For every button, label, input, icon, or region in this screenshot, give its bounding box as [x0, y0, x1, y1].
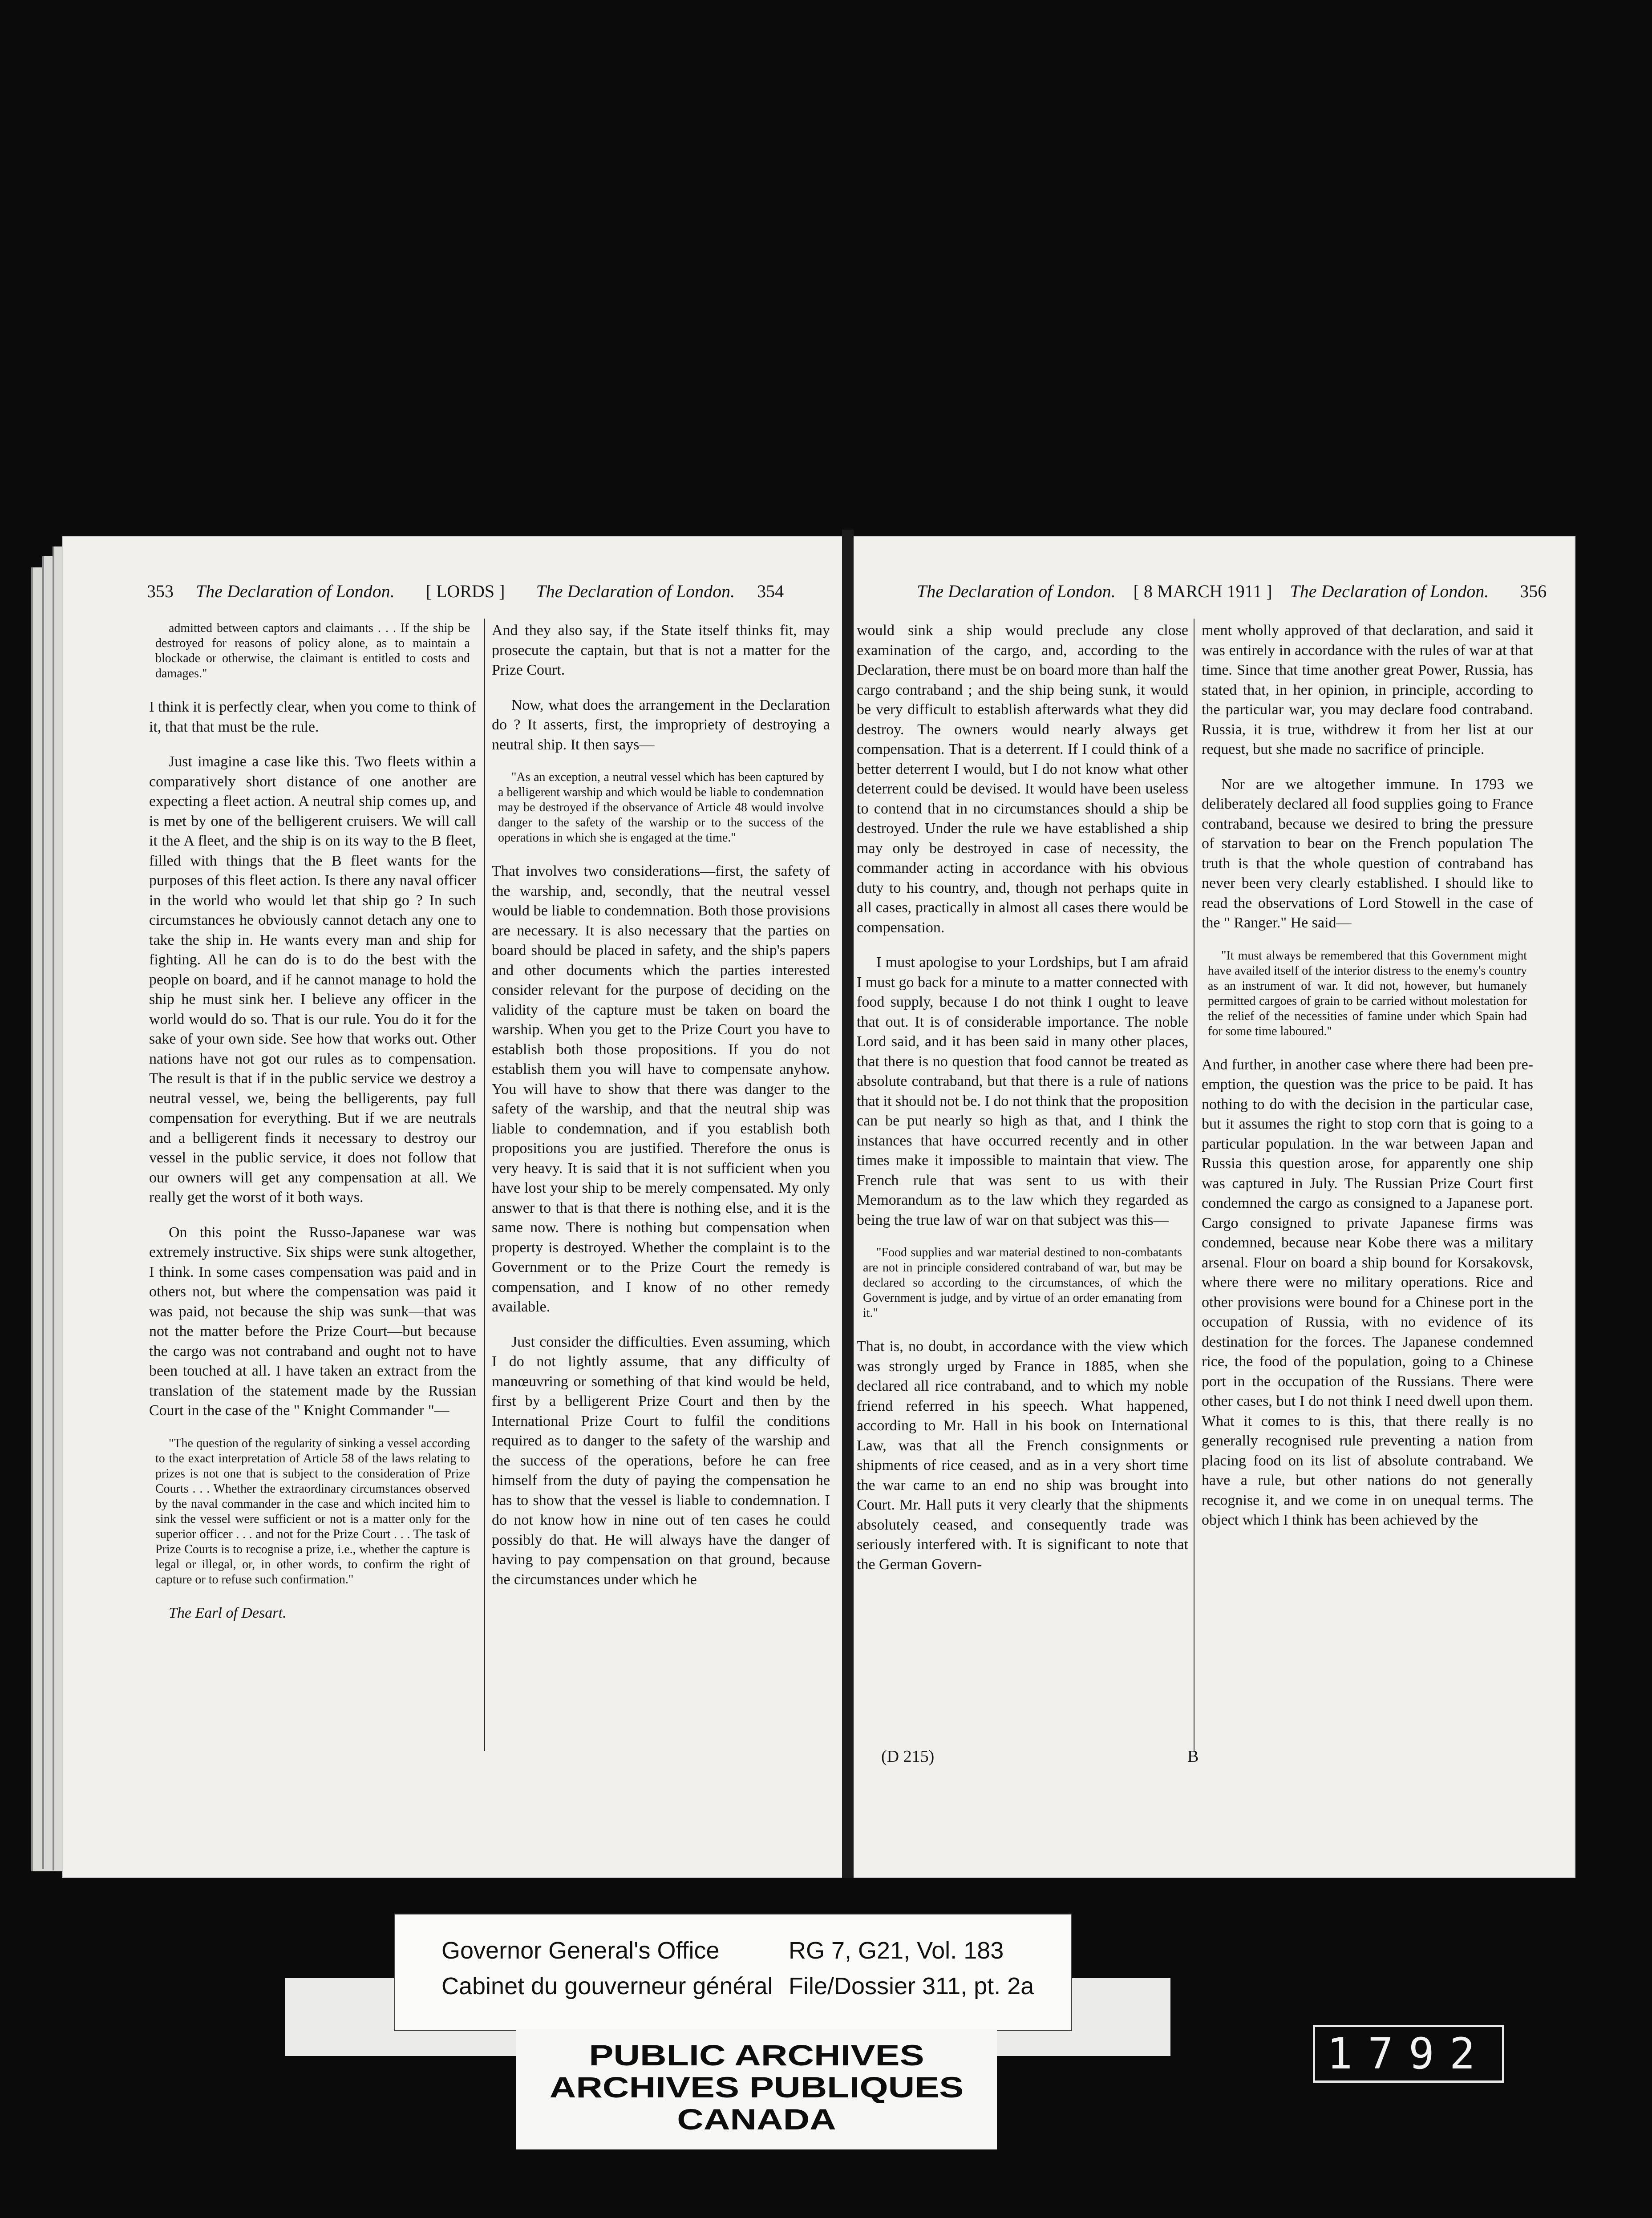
archive-reference-label: [394, 1914, 1072, 2031]
paragraph: And further, in another case where there had been pre-emption, the question was the price to be paid. It has nothing to do with the decision in the particular case, but it assumes the right to stop corn that is going to a particular population. In the war between Japan and Russia this question arose, for apparently one ship was captured in July. The Russian Prize Court first condemned the cargo as consigned to a Japanese port. Cargo consigned to private Japanese firms was condemned, because near Kobe there was a military arsenal. Flour on board a ship bound for Korsakovsk, where there were no military operations. Rice and other provisions were bound for a Chinese port in the occupation of Russia, with no evidence of its destination for the forces. The Japanese condemned rice, the food of the population, going to a Chinese port in the occupation of the Russians. There were other cases, but I do not think I need dwell upon them. What it comes to is this, that there really is no generally recognised rule preventing a nation from placing food on its list of absolute contraband. We have a rule, but other nations do not generally recognise it, and we come in on unequal terms. The object which I think has been achieved by the: [1202, 1056, 1533, 1528]
office-name-en: Governor General's Office: [441, 1937, 720, 1964]
public-archives-stamp: [516, 2029, 997, 2149]
running-title: The Declaration of London.: [917, 581, 1116, 601]
stamp-line: CANADA: [677, 2103, 836, 2136]
file-reference: File/Dossier 311, pt. 2a: [789, 1973, 1034, 1999]
running-title: The Declaration of London.: [1290, 581, 1489, 601]
left-page-header: [147, 581, 784, 602]
microfilm-frame-number: 1792: [1313, 2025, 1504, 2083]
paragraph: I think it is perfectly clear, when you come to think of it, that that must be the rule.: [149, 699, 476, 735]
house-label: [ LORDS ]: [425, 581, 505, 601]
paragraph: I must apologise to your Lordships, but I am afraid I must go back for a minute to a matter connected with food supply, because I do not think I ought to leave that out. It is of considerable importance. The noble Lord said, and it has been said in many other places, that there is no question that food cannot be treated as absolute contraband, but that there is a rule of nations that it should not be. I do not think that the proposition can be put nearly so high as that, and I think the instances that have occurred recently and in other times make it impossible to maintain that view. The French rule that was sent to us with their Memorandum as to the law which they regarded as being the true law of war on that subject was this—: [857, 954, 1188, 1228]
paragraph: That is, no doubt, in accordance with the view which was strongly urged by France in 1885, when she declared all rice contraband, and to which my noble friend referred in his speech. What happened, according to Mr. Hall in his book on International Law, was that all the French consignments or shipments of rice ceased, and as in a very short time the war came to an end no ship was brought into Court. Mr. Hall puts it very clearly that the shipments absolutely ceased, and consequently trade was seriously interfered with. It is significant to note that the German Govern-: [857, 1338, 1188, 1573]
paragraph: would sink a ship would preclude any close examination of the cargo, and, according to the Declaration, there must be on board more than half the cargo contraband ; and the ship being sunk, it would be very difficult to establish afterwards what they did destroy. The owners would nearly always get compensation. That is a deterrent. If I could think of a better deterrent I would, but I do not know what other deterrent could be devised. It would have been useless to contend that in no circumstances should a ship be destroyed. Under the rule we have established a ship may only be destroyed in case of necessity, the commander acting in accordance with his obvious duty to his country, and, though not perhaps quite in all cases, practically in almost all cases there would be compensation.: [857, 622, 1188, 936]
quoted-passage: "Food supplies and war material destined to non-combatants are not in principle considered contraband of war, but may be declared so according to the circumstances, of which the Government is judge, and by virtue of an order emanating from it.": [863, 1246, 1182, 1320]
quoted-passage: "The question of the regularity of sinking a vessel according to the exact interpretation of Article 58 of the laws relating to prizes is not one that is subject to the consideration of Prize Courts . . . Whether the extraordinary circumstances observed by the naval commander in the case and which incited him to sink the vessel were sufficient or not is a matter only for the superior officer . . . and not for the Prize Court . . . The task of Prize Courts is to recognise a prize, i.e., whether the capture is legal or illegal, or, in other words, to confirm the right of capture or to refuse such confirmation.": [155, 1436, 470, 1587]
printer-code: (D 215): [881, 1747, 935, 1766]
record-group-reference: RG 7, G21, Vol. 183: [789, 1937, 1004, 1964]
paragraph: Nor are we altogether immune. In 1793 we deliberately declared all food supplies going to France contraband, because we desired to bring the pressure of starvation to bear on the French population The truth is that the whole question of contraband has never been very clearly established. I should like to read the observations of Lord Stowell in the case of the " Ranger." He said—: [1202, 776, 1533, 931]
running-title: The Declaration of London.: [536, 581, 735, 601]
page-number: 354: [757, 581, 784, 601]
right-page-column-1: [857, 621, 1188, 1590]
running-title: The Declaration of London.: [196, 581, 395, 601]
paragraph: Just imagine a case like this. Two fleets within a comparatively short distance of one another are expecting a fleet action. A neutral ship comes up, and is met by one of the belligerent cruisers. We will call it the A fleet, and the ship is on its way to the B fleet, filled with things that the B fleet wants for the purposes of this fleet action. Is there any naval officer in the world who would let that ship go ? In such circumstances he obviously cannot detach any one to take the ship in. He wants every man and ship for fighting. All he can do is to do the best with the people on board, and if he cannot manage to hold the ship he must sink her. I believe any officer in the world would do so. That is our rule. You do it for the sake of your own side. See how that works out. Other nations have not got our rules as to compensation. The result is that if in the public service we destroy a neutral vessel, we, being the belligerents, pay full compensation for everything. But if we are neutrals and a belligerent finds it necessary to destroy our vessel in the public service, it does not follow that our owners will get any compensation at all. We really get the worst of it both ways.: [149, 753, 476, 1206]
paragraph: That involves two considerations—first, the safety of the warship, and, secondly, that the neutral vessel would be liable to condemnation. Both those provisions are necessary. It is also necessary that the parties on board should be placed in safety, and the ship's papers and other documents which the parties interested consider relevant for the purpose of deciding on the validity of the capture must be taken on board the warship. When you get to the Prize Court you have to establish both those propositions. If you do not establish them you will have to compensate anyhow. You will have to show that there was danger to the safety of the warship, and that the neutral ship was liable to condemnation, and if you establish both propositions you are justified. Therefore the onus is very heavy. It is said that it is not sufficient when you have lost your ship to be merely compensated. My only answer to that is that there is nothing else, and it is the same now. There is nothing but compensation when property is destroyed. Whether the complaint is to the Government or to the Prize Court the remedy is compensation, and I know of no other remedy available.: [492, 863, 830, 1315]
office-name-fr: Cabinet du gouverneur général: [441, 1973, 773, 1999]
date-label: [ 8 MARCH 1911 ]: [1133, 581, 1272, 601]
quoted-passage: "It must always be remembered that this Government might have availed itself of the interior distress to the enemy's country as an instrument of war. It did not, however, but humanely permitted cargoes of grain to be carried without molestation for the relief of the necessities of famine under which Spain had for some time laboured.": [1208, 948, 1527, 1038]
right-page-column-2: [1202, 621, 1533, 1546]
stamp-line: ARCHIVES PUBLIQUES: [549, 2071, 964, 2104]
paragraph: ment wholly approved of that declaration, and said it was entirely in accordance with the rules of war at that time. Since that time another great Power, Russia, has stated that, in her opinion, in principle, according to the particular war, you may declare food contraband. Russia, it is true, withdrew it from her list at our request, but she made no sacrifice of principle.: [1202, 622, 1533, 757]
paragraph: And they also say, if the State itself thinks fit, may prosecute the captain, but that is not a matter for the Prize Court.: [492, 622, 830, 678]
left-page-column-1: [149, 621, 476, 1638]
right-page-header: [917, 581, 1547, 602]
paragraph: Just consider the difficulties. Even assuming, which I do not lightly assume, that any difficulty of manœuvring or something of that kind would be held, first by a belligerent Prize Court and then by the International Prize Court to fulfil the conditions required as to danger to the safety of the warship and the success of the operations, before he can free himself from the duty of paying the compensation he has to show that the vessel is liable to condemnation. I do not know how in nine out of ten cases he could possibly do that. He will always have the danger of having to pay compensation on that ground, because the circumstances under which he: [492, 1333, 830, 1588]
signature-mark: B: [1187, 1747, 1199, 1766]
quoted-passage: "As an exception, a neutral vessel which has been captured by a belligerent warship and which would be liable to condemnation may be destroyed if the observance of Article 48 would involve danger to the safety of the warship or to the success of the operations in which she is engaged at the time.": [498, 770, 824, 845]
column-divider: [484, 619, 485, 1751]
paragraph: On this point the Russo-Japanese war was extremely instructive. Six ships were sunk altogether, I think. In some cases compensation was paid and in others not, but where the compensation was paid it was paid, not because the ship was sunk—that was not the matter before the Prize Court—but because the cargo was not contraband and ought not to have been touched at all. I have taken an extract from the translation of the statement made by the Russian Court in the case of the " Knight Commander "—: [149, 1224, 476, 1419]
page-number: 353: [147, 581, 174, 601]
page-number: 356: [1520, 581, 1547, 601]
binding-gutter: [842, 530, 854, 1878]
paragraph: Now, what does the arrangement in the Declaration do ? It asserts, first, the impropriety of destroying a neutral ship. It then says—: [492, 696, 830, 753]
left-page-column-2: [492, 621, 830, 1605]
speaker-name: The Earl of Desart.: [169, 1604, 287, 1621]
stamp-line: PUBLIC ARCHIVES: [589, 2039, 924, 2072]
quoted-passage: admitted between captors and claimants . . . If the ship be destroyed for reasons of policy alone, as to maintain a blockade or otherwise, the claimant is entitled to costs and damages.": [155, 621, 470, 680]
